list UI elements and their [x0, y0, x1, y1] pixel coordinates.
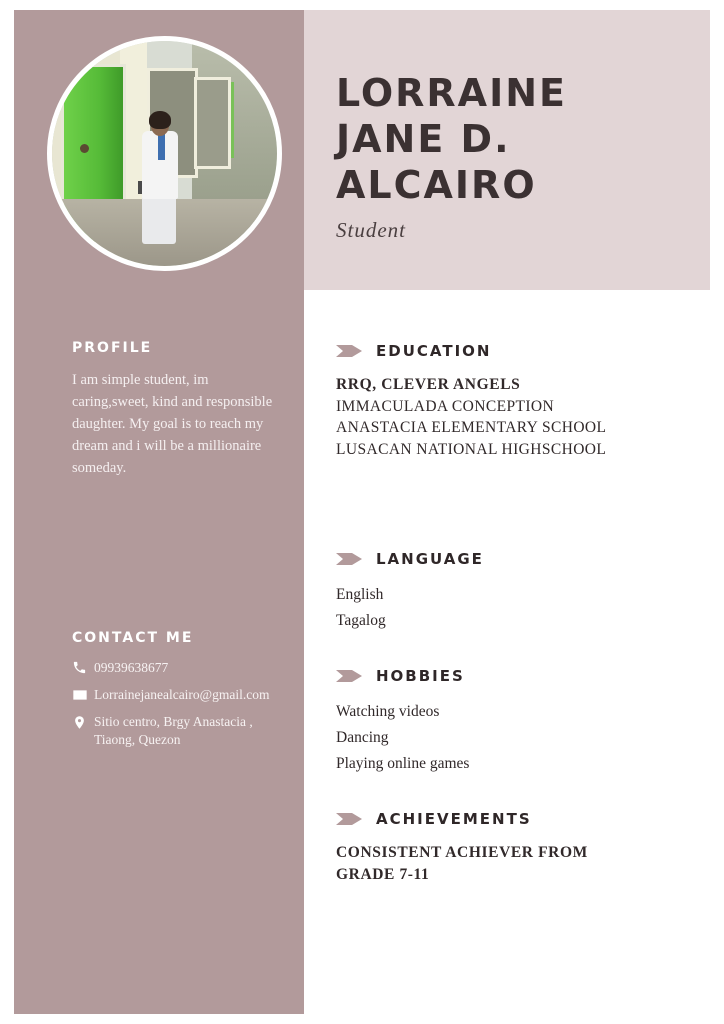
- arrow-icon: [336, 343, 362, 359]
- hobbies-list: [336, 699, 686, 777]
- contact-list: [72, 659, 287, 749]
- achievements-section: [336, 810, 686, 885]
- page-title-line-1: LORRAINE: [336, 71, 567, 115]
- page-title-line-3: ALCAIRO: [336, 163, 537, 207]
- hobbies-title: HOBBIES: [376, 667, 465, 685]
- achievements-title: ACHIEVEMENTS: [376, 810, 532, 828]
- profile-title: PROFILE: [72, 340, 153, 356]
- list-item: Tagalog: [336, 612, 386, 629]
- arrow-icon: [336, 811, 362, 827]
- achievements-list: [336, 842, 686, 885]
- profile-text: I am simple student, im caring,sweet, kind and responsible daughter. My goal is to reach my dream and i will be a millionaire someday.: [72, 372, 273, 476]
- contact-item-address[interactable]: [72, 713, 287, 749]
- list-item: Dancing: [336, 729, 389, 746]
- education-item: LUSACAN NATIONAL HIGHSCHOOL: [336, 440, 607, 458]
- education-list: [336, 374, 686, 460]
- achievements-header: [336, 810, 686, 828]
- achievement-item-line-2: GRADE 7-11: [336, 865, 430, 883]
- list-item: Watching videos: [336, 703, 440, 720]
- education-header: [336, 342, 686, 360]
- contact-address-value: Sitio centro, Brgy Anastacia , Tiaong, Quezon: [94, 714, 253, 747]
- education-item: RRQ, CLEVER ANGELS: [336, 376, 521, 393]
- resume-page: [14, 10, 710, 1014]
- language-list: [336, 582, 686, 634]
- phone-icon: [72, 659, 94, 675]
- hobbies-header: [336, 667, 686, 685]
- list-item: Playing online games: [336, 755, 470, 772]
- email-icon: [72, 686, 94, 703]
- arrow-icon: [336, 668, 362, 684]
- contact-section: [72, 630, 287, 758]
- education-item: ANASTACIA ELEMENTARY SCHOOL: [336, 419, 607, 436]
- page-title-line-2: JANE D.: [336, 117, 511, 161]
- language-title: LANGUAGE: [376, 550, 484, 568]
- contact-item-email[interactable]: [72, 686, 287, 704]
- arrow-icon: [336, 551, 362, 567]
- contact-phone-value: 09939638677: [94, 660, 169, 675]
- contact-title: CONTACT ME: [72, 630, 194, 646]
- language-section: [336, 550, 686, 634]
- achievement-item-line-1: CONSISTENT ACHIEVER FROM: [336, 844, 588, 861]
- contact-email-value: Lorrainejanealcairo@gmail.com: [94, 687, 270, 702]
- language-header: [336, 550, 686, 568]
- contact-item-phone[interactable]: [72, 659, 287, 677]
- name-block: [336, 70, 696, 243]
- location-icon: [72, 713, 94, 731]
- education-item: IMMACULADA CONCEPTION: [336, 397, 555, 415]
- profile-section: [72, 340, 287, 479]
- education-title: EDUCATION: [376, 342, 492, 360]
- education-section: [336, 342, 686, 460]
- avatar: [47, 36, 282, 271]
- job-role: Student: [336, 218, 406, 242]
- hobbies-section: [336, 667, 686, 777]
- list-item: English: [336, 586, 384, 603]
- avatar-image: [52, 41, 277, 266]
